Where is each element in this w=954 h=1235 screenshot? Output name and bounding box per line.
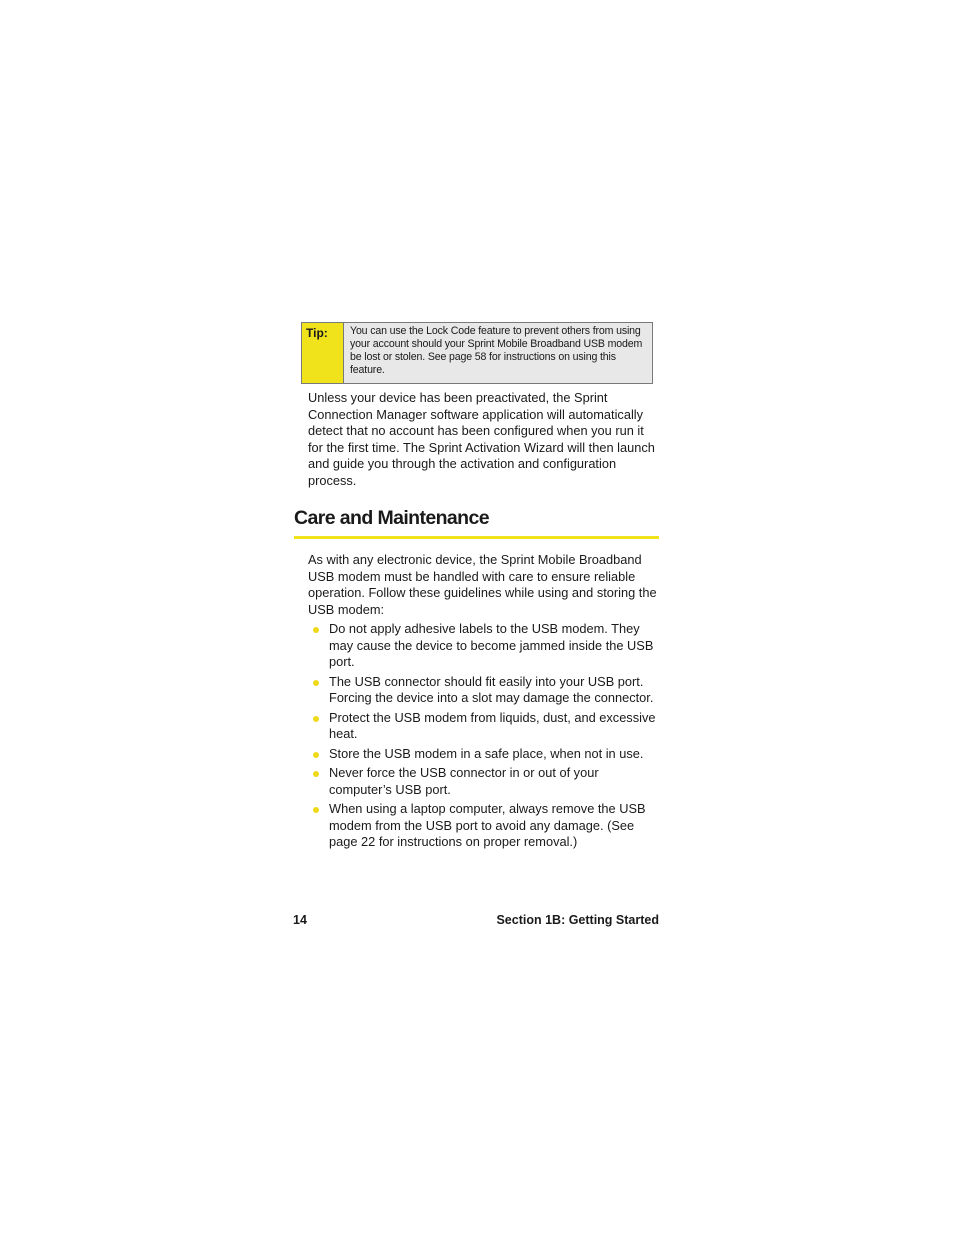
list-item: [308, 801, 663, 851]
list-item-text: Protect the USB modem from liquids, dust, and excessive heat.: [329, 709, 656, 741]
intro-paragraph: Unless your device has been preactivated, the Sprint Connection Manager software application will automatically detect that no account has been configured when you run it for the first time. The Sprint Activation Wizard will then launch and guide you through the activation and configuration process.: [308, 390, 655, 488]
bullet-icon: [313, 627, 319, 633]
care-intro-paragraph: As with any electronic device, the Sprint Mobile Broadband USB modem must be handled with care to ensure reliable operation. Follow these guidelines while using and storing the USB modem:: [308, 552, 657, 617]
tip-label: Tip:: [302, 323, 344, 383]
list-item-text: Store the USB modem in a safe place, when not in use.: [329, 745, 644, 761]
list-item: [308, 674, 663, 707]
guidelines-list: [308, 621, 663, 854]
page-number: 14: [293, 913, 307, 927]
bullet-icon: [313, 771, 319, 777]
tip-box: [301, 322, 653, 384]
section-heading: Care and Maintenance: [294, 507, 659, 539]
bullet-icon: [313, 680, 319, 686]
footer-section-title: Section 1B: Getting Started: [496, 913, 659, 927]
list-item: [308, 765, 663, 798]
bullet-icon: [313, 716, 319, 722]
tip-text: You can use the Lock Code feature to prevent others from using your account should your Sprint Mobile Broadband USB modem be lost or stolen. See page 58 for instructions on using this feature.: [344, 323, 652, 383]
bullet-icon: [313, 807, 319, 813]
list-item: [308, 710, 663, 743]
bullet-icon: [313, 752, 319, 758]
list-item-text: When using a laptop computer, always remove the USB modem from the USB port to avoid any damage. (See page 22 for instructions on proper removal.): [329, 801, 646, 849]
list-item-text: The USB connector should fit easily into your USB port. Forcing the device into a slot may damage the connector.: [329, 673, 654, 705]
list-item: [308, 746, 663, 763]
list-item-text: Never force the USB connector in or out of your computer’s USB port.: [329, 765, 599, 797]
list-item-text: Do not apply adhesive labels to the USB modem. They may cause the device to become jammed inside the USB port.: [329, 621, 654, 669]
list-item: [308, 621, 663, 671]
